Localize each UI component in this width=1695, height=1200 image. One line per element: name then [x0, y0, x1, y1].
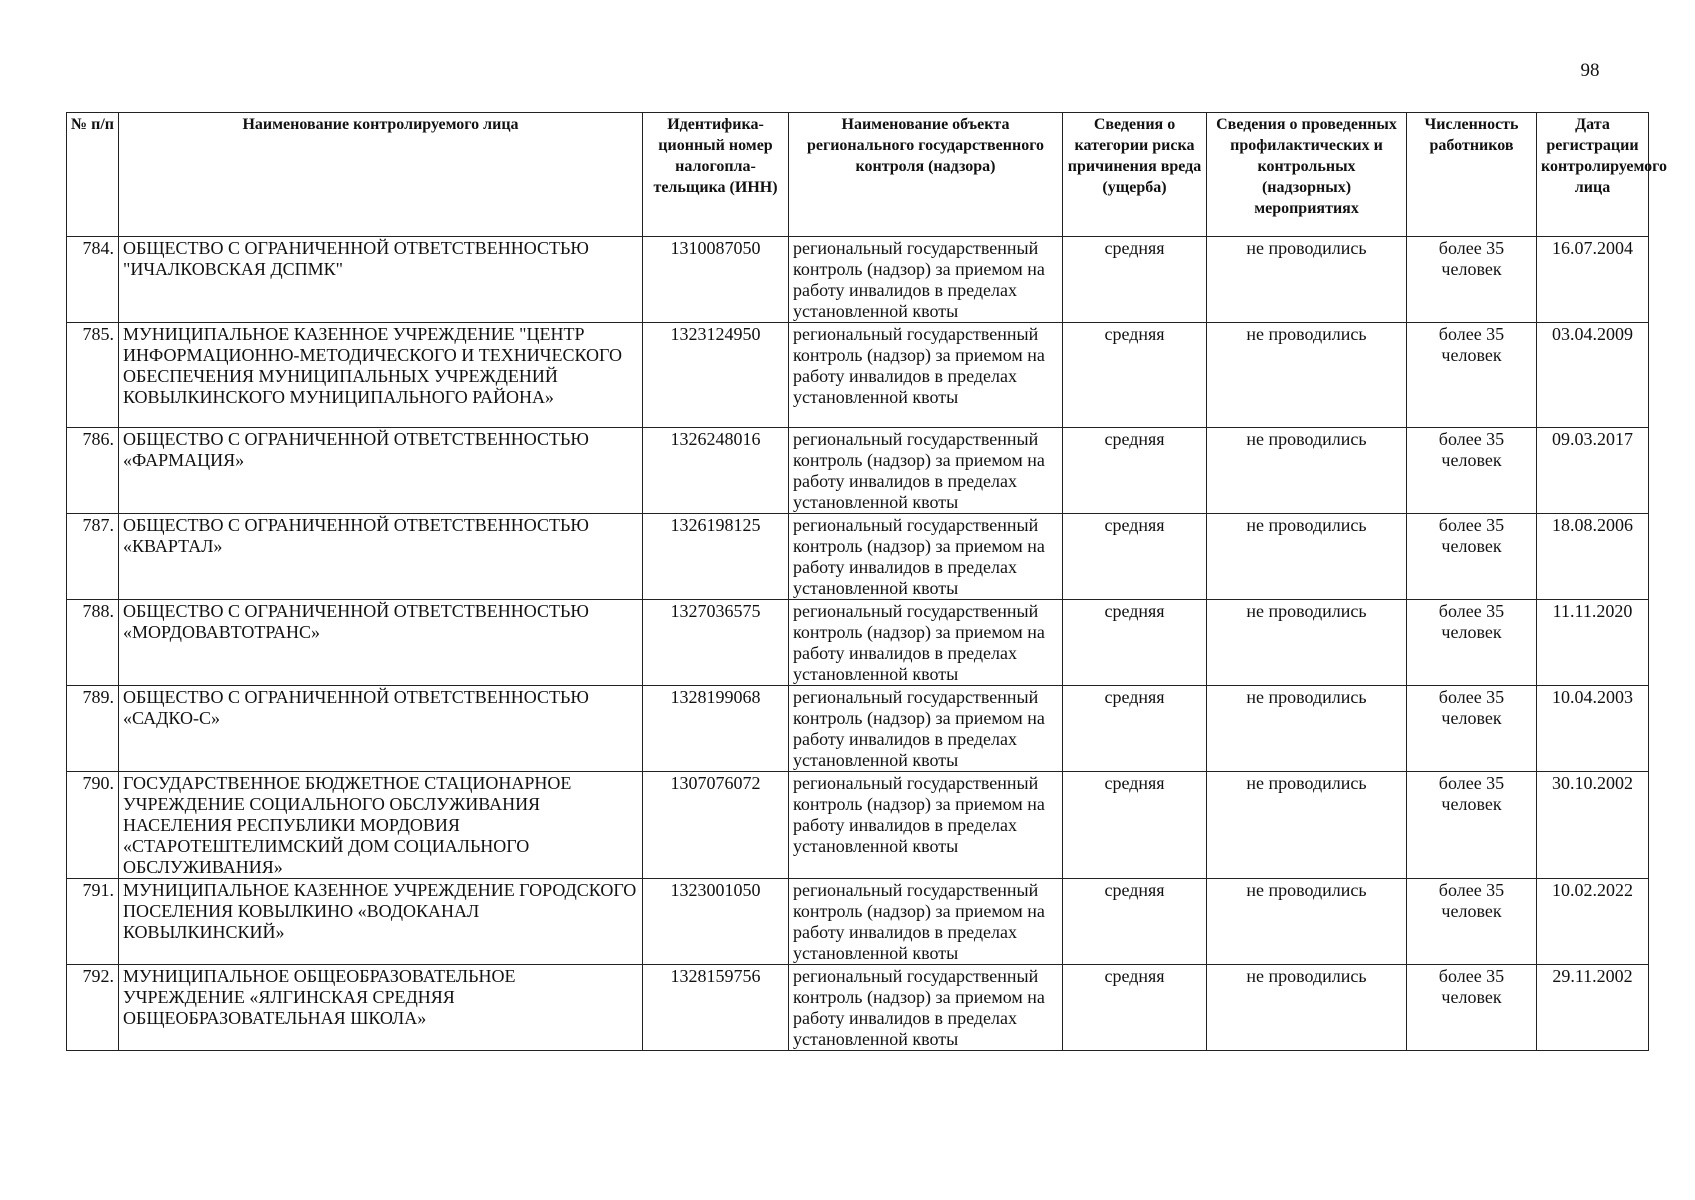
events-info: не проводились — [1207, 237, 1407, 323]
registration-date: 10.04.2003 — [1537, 686, 1649, 772]
registration-date: 03.04.2009 — [1537, 323, 1649, 428]
table-row — [67, 237, 1649, 323]
staff-count: более 35 человек — [1407, 428, 1537, 514]
events-info: не проводились — [1207, 772, 1407, 879]
row-number: 785. — [67, 323, 119, 428]
events-info: не проводились — [1207, 323, 1407, 428]
control-object: региональный государственный контроль (надзор) за приемом на работу инвалидов в пределах установленной квоты — [789, 323, 1063, 428]
staff-count: более 35 человек — [1407, 686, 1537, 772]
staff-count: более 35 человек — [1407, 772, 1537, 879]
risk-category: средняя — [1063, 686, 1207, 772]
staff-count: более 35 человек — [1407, 514, 1537, 600]
inn-value: 1328159756 — [643, 965, 789, 1051]
header-staff-count: Численность работников — [1407, 113, 1537, 237]
risk-category: средняя — [1063, 772, 1207, 879]
control-object: региональный государственный контроль (надзор) за приемом на работу инвалидов в пределах установленной квоты — [789, 600, 1063, 686]
inn-value: 1307076072 — [643, 772, 789, 879]
header-entity-name: Наименование контролируемого лица — [119, 113, 643, 237]
table-row — [67, 600, 1649, 686]
control-object: региональный государственный контроль (надзор) за приемом на работу инвалидов в пределах установленной квоты — [789, 237, 1063, 323]
control-object: региональный государственный контроль (надзор) за приемом на работу инвалидов в пределах установленной квоты — [789, 965, 1063, 1051]
risk-category: средняя — [1063, 879, 1207, 965]
entity-name: ОБЩЕСТВО С ОГРАНИЧЕННОЙ ОТВЕТСТВЕННОСТЬЮ «КВАРТАЛ» — [119, 514, 643, 600]
header-number: № п/п — [67, 113, 119, 237]
events-info: не проводились — [1207, 600, 1407, 686]
events-info: не проводились — [1207, 686, 1407, 772]
table-row — [67, 686, 1649, 772]
entity-name: ОБЩЕСТВО С ОГРАНИЧЕННОЙ ОТВЕТСТВЕННОСТЬЮ «САДКО-С» — [119, 686, 643, 772]
entity-name: ГОСУДАРСТВЕННОЕ БЮДЖЕТНОЕ СТАЦИОНАРНОЕ УЧРЕЖДЕНИЕ СОЦИАЛЬНОГО ОБСЛУЖИВАНИЯ НАСЕЛЕНИЯ РЕСПУБЛИКИ МОРДОВИЯ «СТАРОТЕШТЕЛИМСКИЙ ДОМ СОЦИАЛЬНОГО ОБСЛУЖИВАНИЯ» — [119, 772, 643, 879]
risk-category: средняя — [1063, 965, 1207, 1051]
registration-date: 09.03.2017 — [1537, 428, 1649, 514]
table-row — [67, 514, 1649, 600]
header-row — [67, 113, 1649, 237]
table-row — [67, 879, 1649, 965]
staff-count: более 35 человек — [1407, 600, 1537, 686]
header-risk-category: Сведения о категории риска причинения вреда (ущерба) — [1063, 113, 1207, 237]
row-number: 787. — [67, 514, 119, 600]
inn-value: 1326198125 — [643, 514, 789, 600]
registration-date: 16.07.2004 — [1537, 237, 1649, 323]
control-object: региональный государственный контроль (надзор) за приемом на работу инвалидов в пределах установленной квоты — [789, 879, 1063, 965]
entity-name: МУНИЦИПАЛЬНОЕ ОБЩЕОБРАЗОВАТЕЛЬНОЕ УЧРЕЖДЕНИЕ «ЯЛГИНСКАЯ СРЕДНЯЯ ОБЩЕОБРАЗОВАТЕЛЬНАЯ ШКОЛА» — [119, 965, 643, 1051]
control-object: региональный государственный контроль (надзор) за приемом на работу инвалидов в пределах установленной квоты — [789, 772, 1063, 879]
entity-name: ОБЩЕСТВО С ОГРАНИЧЕННОЙ ОТВЕТСТВЕННОСТЬЮ "ИЧАЛКОВСКАЯ ДСПМК" — [119, 237, 643, 323]
staff-count: более 35 человек — [1407, 237, 1537, 323]
staff-count: более 35 человек — [1407, 965, 1537, 1051]
row-number: 790. — [67, 772, 119, 879]
events-info: не проводились — [1207, 514, 1407, 600]
table-row — [67, 965, 1649, 1051]
table-row — [67, 772, 1649, 879]
risk-category: средняя — [1063, 600, 1207, 686]
risk-category: средняя — [1063, 428, 1207, 514]
registration-date: 30.10.2002 — [1537, 772, 1649, 879]
entity-name: ОБЩЕСТВО С ОГРАНИЧЕННОЙ ОТВЕТСТВЕННОСТЬЮ «ФАРМАЦИЯ» — [119, 428, 643, 514]
page-number: 98 — [1580, 60, 1600, 81]
header-registration-date: Дата регистрации контролируемого лица — [1537, 113, 1649, 237]
header-inn: Идентифика-ционный номер налогопла-тельщика (ИНН) — [643, 113, 789, 237]
staff-count: более 35 человек — [1407, 879, 1537, 965]
registration-date: 11.11.2020 — [1537, 600, 1649, 686]
table-row — [67, 428, 1649, 514]
control-object: региональный государственный контроль (надзор) за приемом на работу инвалидов в пределах установленной квоты — [789, 428, 1063, 514]
inn-value: 1326248016 — [643, 428, 789, 514]
registry-table — [66, 112, 1668, 1051]
row-number: 791. — [67, 879, 119, 965]
inn-value: 1327036575 — [643, 600, 789, 686]
entity-name: МУНИЦИПАЛЬНОЕ КАЗЕННОЕ УЧРЕЖДЕНИЕ "ЦЕНТР ИНФОРМАЦИОННО-МЕТОДИЧЕСКОГО И ТЕХНИЧЕСКОГО ОБЕСПЕЧЕНИЯ МУНИЦИПАЛЬНЫХ УЧРЕЖДЕНИЙ КОВЫЛКИНСКОГО МУНИЦИПАЛЬНОГО РАЙОНА» — [119, 323, 643, 428]
registration-date: 29.11.2002 — [1537, 965, 1649, 1051]
row-number: 788. — [67, 600, 119, 686]
control-object: региональный государственный контроль (надзор) за приемом на работу инвалидов в пределах установленной квоты — [789, 686, 1063, 772]
inn-value: 1323124950 — [643, 323, 789, 428]
table-row — [67, 323, 1649, 428]
inn-value: 1310087050 — [643, 237, 789, 323]
registration-date: 18.08.2006 — [1537, 514, 1649, 600]
risk-category: средняя — [1063, 323, 1207, 428]
control-object: региональный государственный контроль (надзор) за приемом на работу инвалидов в пределах установленной квоты — [789, 514, 1063, 600]
staff-count: более 35 человек — [1407, 323, 1537, 428]
row-number: 784. — [67, 237, 119, 323]
risk-category: средняя — [1063, 514, 1207, 600]
inn-value: 1323001050 — [643, 879, 789, 965]
events-info: не проводились — [1207, 965, 1407, 1051]
registration-date: 10.02.2022 — [1537, 879, 1649, 965]
entity-name: МУНИЦИПАЛЬНОЕ КАЗЕННОЕ УЧРЕЖДЕНИЕ ГОРОДСКОГО ПОСЕЛЕНИЯ КОВЫЛКИНО «ВОДОКАНАЛ КОВЫЛКИНСКИЙ» — [119, 879, 643, 965]
inn-value: 1328199068 — [643, 686, 789, 772]
entity-name: ОБЩЕСТВО С ОГРАНИЧЕННОЙ ОТВЕТСТВЕННОСТЬЮ «МОРДОВАВТОТРАНС» — [119, 600, 643, 686]
events-info: не проводились — [1207, 879, 1407, 965]
header-events: Сведения о проведенных профилактических и контрольных (надзорных) мероприятиях — [1207, 113, 1407, 237]
events-info: не проводились — [1207, 428, 1407, 514]
row-number: 792. — [67, 965, 119, 1051]
row-number: 786. — [67, 428, 119, 514]
row-number: 789. — [67, 686, 119, 772]
risk-category: средняя — [1063, 237, 1207, 323]
header-control-object: Наименование объекта регионального государственного контроля (надзора) — [789, 113, 1063, 237]
